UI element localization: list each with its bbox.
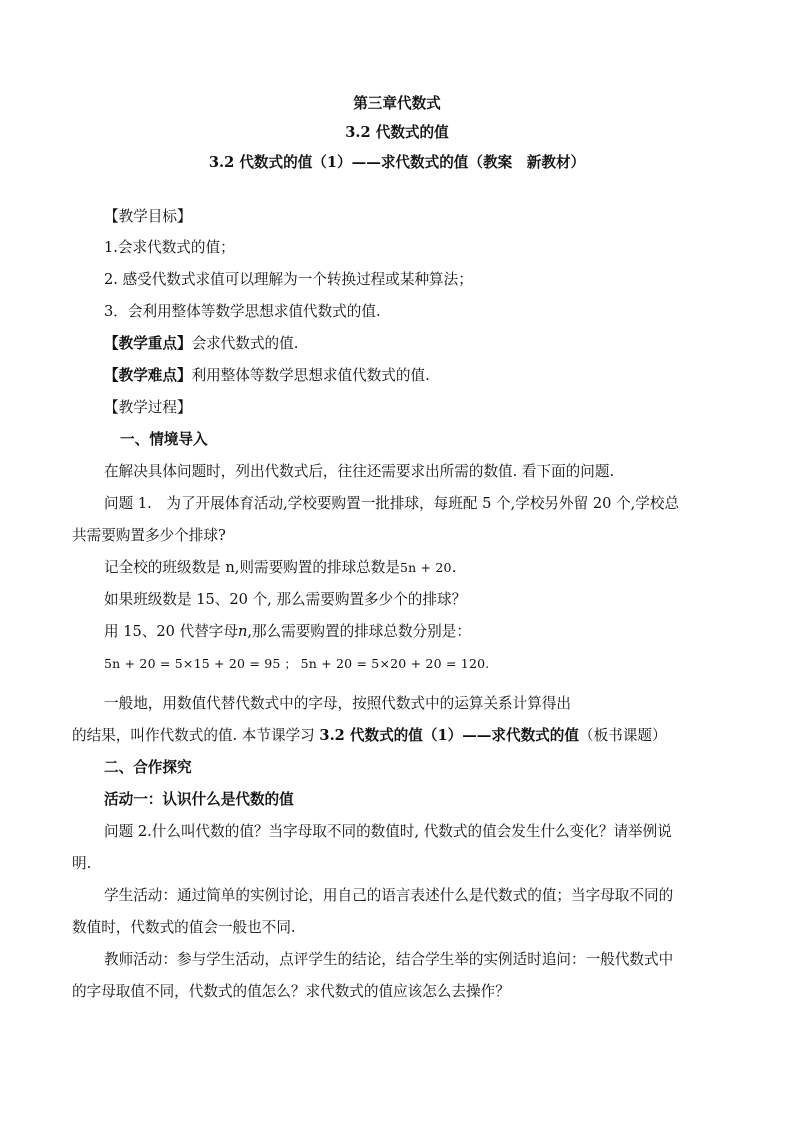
part1-title: 一、情境导入 — [120, 431, 208, 448]
general-line-2 — [72, 726, 667, 746]
student-activity-line1: 学生活动：通过简单的实例讨论，用自己的语言表述什么是代数式的值；当字母取不同的 — [104, 887, 674, 904]
calculation-end: . — [485, 656, 490, 671]
difficulty-text: 利用整体等数学思想求值代数式的值. — [191, 367, 430, 384]
key-point — [104, 334, 298, 354]
difficulty — [104, 366, 430, 386]
record-expression: 5n + 20 — [399, 560, 452, 575]
substitute-variable: n — [237, 623, 248, 640]
teacher-activity-line1: 教师活动：参与学生活动，点评学生的结论，结合学生举的实例适时追问：一般代数式中 — [104, 951, 674, 968]
lesson-title: 3.2 代数式的值（1）——求代数式的值（教案 新教材） — [208, 154, 586, 171]
substitute-suffix: ,那么需要购置的排球总数分别是： — [247, 623, 471, 640]
question2-line2: 明. — [72, 855, 92, 872]
key-point-text: 会求代数式的值. — [191, 335, 299, 352]
general-line-1: 一般地，用数值代替代数式中的字母，按照代数式中的运算关系计算得出 — [104, 695, 572, 712]
activity1-title: 活动一：认识什么是代数的值 — [104, 791, 294, 808]
part1-intro: 在解决具体问题时，列出代数式后，往往还需要求出所需的数值. 看下面的问题. — [104, 463, 615, 480]
calculation-2: 5n + 20 = 5×20 + 20 = 120 — [300, 656, 486, 671]
student-activity-line2: 数值时，代数式的值会一般也不同. — [72, 919, 296, 936]
calculation-1: 5n + 20 = 5×15 + 20 = 95 — [104, 656, 281, 671]
process-heading: 【教学过程】 — [104, 399, 192, 416]
teacher-activity-line2: 的字母取值不同，代数式的值怎么？求代数式的值应该怎么去操作？ — [72, 983, 510, 1000]
key-point-label: 【教学重点】 — [104, 335, 192, 352]
general-line-2-pre: 的结果，叫作代数式的值. 本节课学习 — [72, 727, 320, 744]
chapter-title: 第三章代数式 — [353, 95, 441, 112]
goal-item-2: 2. 感受代数式求值可以理解为一个转换过程或某种算法； — [104, 271, 473, 288]
goal-item-3: 3．会利用整体等数学思想求值代数式的值. — [104, 303, 381, 320]
general-line-2-post: （板书课题） — [578, 727, 667, 744]
question2-line1: 问题 2.什么叫代数的值？当字母取不同的数值时, 代数式的值会发生什么变化？请举例说 — [104, 823, 672, 840]
substitute-line — [104, 622, 471, 642]
question1-line2: 共需要购置多少个排球? — [72, 527, 226, 544]
record-prefix: 记全校的班级数是 n,则需要购置的排球总数是 — [104, 559, 400, 576]
part2-title: 二、合作探究 — [104, 759, 192, 776]
goals-heading: 【教学目标】 — [104, 208, 192, 225]
substitute-prefix: 用 15、20 代替字母 — [104, 623, 238, 640]
if-question: 如果班级数是 15、20 个, 那么需要购置多少个的排球？ — [104, 591, 467, 608]
question1-line1: 问题 1. 为了开展体育活动,学校要购置一批排球，每班配 5 个,学校另外留 20 个,学校总 — [104, 495, 680, 512]
general-line-2-bold: 3.2 代数式的值（1）——求代数式的值 — [319, 727, 579, 744]
record-line — [104, 558, 456, 578]
calculation-line — [104, 654, 489, 674]
calculation-separator: ； — [284, 657, 297, 671]
difficulty-label: 【教学难点】 — [104, 367, 192, 384]
goal-item-1: 1.会求代数式的值； — [104, 239, 235, 256]
section-title: 3.2 代数式的值 — [345, 124, 449, 141]
record-suffix: . — [451, 559, 457, 576]
